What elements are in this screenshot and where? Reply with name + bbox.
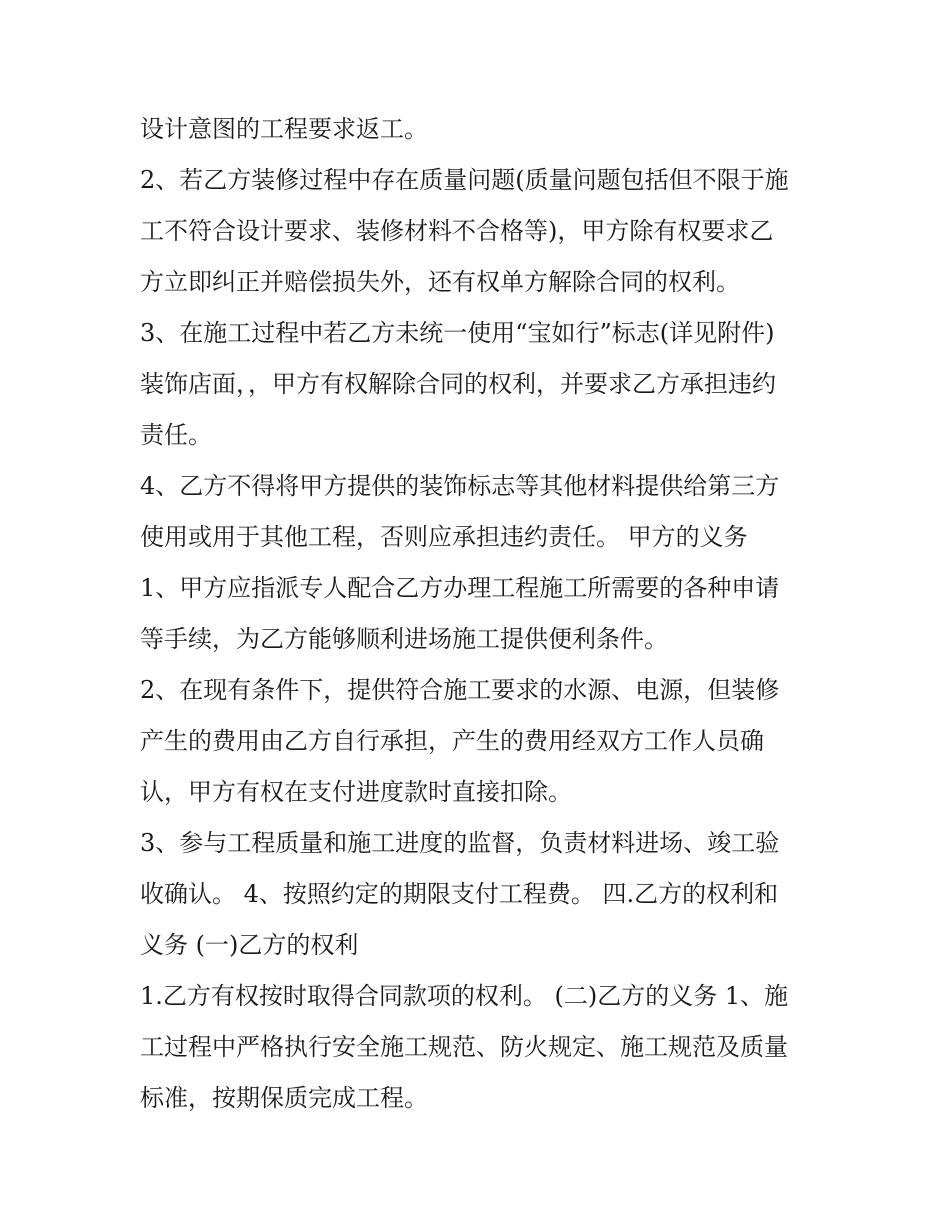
text-line: 设计意图的工程要求返工。 — [140, 115, 428, 143]
contract-text-body — [140, 104, 830, 1124]
text-line: 标准，按期保质完成工程。 — [140, 1084, 428, 1112]
text-line: 3、在施工过程中若乙方未统一使用“宝如行”标志(详见附件) — [140, 319, 775, 347]
text-line: 方立即纠正并赔偿损失外，还有权单方解除合同的权利。 — [140, 268, 740, 296]
text-line: 义务 (一)乙方的权利 — [140, 931, 359, 959]
text-line: 2、若乙方装修过程中存在质量问题(质量问题包括但不限于施 — [140, 166, 789, 194]
text-line: 工不符合设计要求、装修材料不合格等)，甲方除有权要求乙 — [140, 217, 774, 245]
text-line: 收确认。 4、按照约定的期限支付工程费。 四.乙方的权利和 — [140, 880, 779, 908]
text-line: 工过程中严格执行安全施工规范、防火规定、施工规范及质量 — [140, 1033, 788, 1061]
text-line: 2、在现有条件下，提供符合施工要求的水源、电源，但装修 — [140, 676, 780, 704]
text-line: 3、参与工程质量和施工进度的监督，负责材料进场、竣工验 — [140, 829, 780, 857]
text-line: 认，甲方有权在支付进度款时直接扣除。 — [140, 778, 572, 806]
text-line: 1、甲方应指派专人配合乙方办理工程施工所需要的各种申请 — [140, 574, 780, 602]
text-line: 装饰店面，，甲方有权解除合同的权利，并要求乙方承担违约 — [140, 370, 776, 398]
text-line: 产生的费用由乙方自行承担，产生的费用经双方工作人员确 — [140, 727, 764, 755]
text-line: 使用或用于其他工程，否则应承担违约责任。 甲方的义务 — [140, 523, 748, 551]
text-line: 等手续，为乙方能够顺利进场施工提供便利条件。 — [140, 625, 668, 653]
text-line: 责任。 — [140, 421, 212, 449]
text-line: 4、乙方不得将甲方提供的装饰标志等其他材料提供给第三方 — [140, 472, 780, 500]
text-line: 1.乙方有权按时取得合同款项的权利。 (二)乙方的义务 1、施 — [140, 982, 789, 1010]
